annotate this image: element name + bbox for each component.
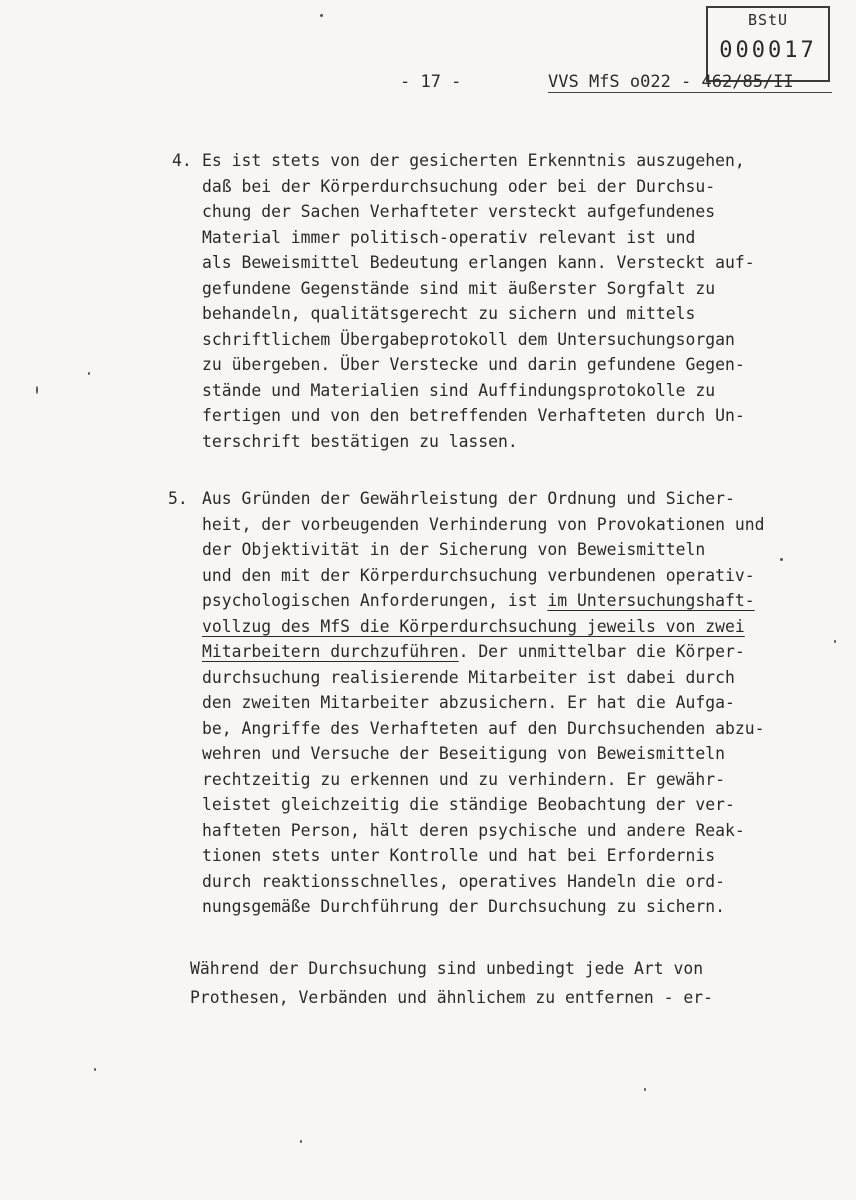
text-line: rechtzeitig zu erkennen und zu verhindern. Er gewähr- bbox=[202, 769, 726, 789]
text-line bbox=[202, 614, 764, 640]
underlined-text: vollzug des MfS die Körperdurchsuchung jeweils von zwei bbox=[202, 616, 745, 636]
text-line: hafteten Person, hält deren psychische und andere Reak- bbox=[202, 820, 745, 840]
text-line: Aus Gründen der Gewährleistung der Ordnung und Sicher- bbox=[202, 489, 735, 508]
text-line: schriftlichem Übergabeprotokoll dem Untersuchungsorgan bbox=[202, 329, 735, 349]
text-line: fertigen und von den betreffenden Verhafteten durch Un- bbox=[202, 406, 745, 425]
paragraph-lines bbox=[202, 148, 755, 454]
text-line: leistet gleichzeitig die ständige Beobachtung der ver- bbox=[202, 795, 735, 814]
text-segment: . Der unmittelbar die Körper- bbox=[458, 642, 745, 661]
underlined-text: im Untersuchungshaft- bbox=[547, 591, 755, 610]
paragraph-lines bbox=[202, 486, 764, 920]
text-line: be, Angriffe des Verhafteten auf den Durchsuchenden abzu- bbox=[202, 718, 765, 738]
text-line: der Objektivität in der Sicherung von Beweismitteln bbox=[202, 540, 706, 559]
text-line: wehren und Versuche der Beseitigung von Beweismitteln bbox=[202, 744, 726, 763]
paragraph-number: 4. bbox=[172, 151, 192, 170]
scan-speck bbox=[94, 1068, 96, 1071]
text-line: Es ist stets von der gesicherten Erkenntnis auszugehen, bbox=[202, 151, 745, 170]
underlined-text: Mitarbeitern durchzuführen bbox=[202, 642, 459, 661]
text-line: durch reaktionsschnelles, operatives Handeln die ord- bbox=[202, 871, 726, 891]
text-line: gefundene Gegenstände sind mit äußerster Sorgfalt zu bbox=[202, 278, 716, 298]
document-reference: VVS MfS o022 - 462/85/II bbox=[548, 72, 794, 92]
text-line: terschrift bestätigen zu lassen. bbox=[202, 431, 518, 451]
text-line: den zweiten Mitarbeiter abzusichern. Er hat die Aufga- bbox=[202, 693, 735, 712]
scan-speck bbox=[780, 558, 783, 561]
scan-speck bbox=[36, 386, 38, 394]
text-line: zu übergeben. Über Verstecke und darin gefundene Gegen- bbox=[202, 355, 745, 374]
scan-speck bbox=[320, 14, 323, 17]
text-line: Während der Durchsuchung sind unbedingt jede Art von bbox=[190, 959, 704, 978]
scan-speck bbox=[644, 1088, 646, 1091]
text-segment: psychologischen Anforderungen, ist bbox=[202, 591, 548, 610]
text-line: durchsuchung realisierende Mitarbeiter ist dabei durch bbox=[202, 667, 735, 687]
text-line: tionen stets unter Kontrolle und hat bei Erfordernis bbox=[202, 846, 716, 865]
stamp-org: BStU bbox=[747, 11, 789, 29]
text-line: behandeln, qualitätsgerecht zu sichern und mittels bbox=[202, 304, 696, 323]
text-line: nungsgemäße Durchführung der Durchsuchung zu sichern. bbox=[202, 897, 726, 916]
text-line bbox=[202, 588, 764, 614]
text-line bbox=[202, 639, 764, 665]
text-line: chung der Sachen Verhafteter versteckt aufgefundenes bbox=[202, 202, 716, 221]
closing-paragraph bbox=[190, 954, 713, 1012]
text-line: Material immer politisch-operativ relevant ist und bbox=[202, 227, 696, 247]
text-line: stände und Materialien sind Auffindungsprotokolle zu bbox=[202, 380, 716, 400]
text-line: heit, der vorbeugenden Verhinderung von Provokationen und bbox=[202, 514, 765, 534]
scan-speck bbox=[300, 1140, 302, 1143]
scan-speck bbox=[88, 372, 90, 375]
page-number: - 17 - bbox=[400, 72, 462, 92]
stamp-number: 000017 bbox=[719, 38, 817, 63]
scan-speck bbox=[834, 640, 836, 643]
text-line: Prothesen, Verbänden und ähnlichem zu entfernen - er- bbox=[190, 988, 714, 1007]
text-line: und den mit der Körperdurchsuchung verbundenen operativ- bbox=[202, 565, 755, 585]
text-line: daß bei der Körperdurchsuchung oder bei der Durchsu- bbox=[202, 176, 716, 196]
text-line: als Beweismittel Bedeutung erlangen kann. Versteckt auf- bbox=[202, 253, 755, 272]
paragraph-number: 5. bbox=[168, 489, 188, 508]
reference-rule bbox=[548, 92, 832, 93]
